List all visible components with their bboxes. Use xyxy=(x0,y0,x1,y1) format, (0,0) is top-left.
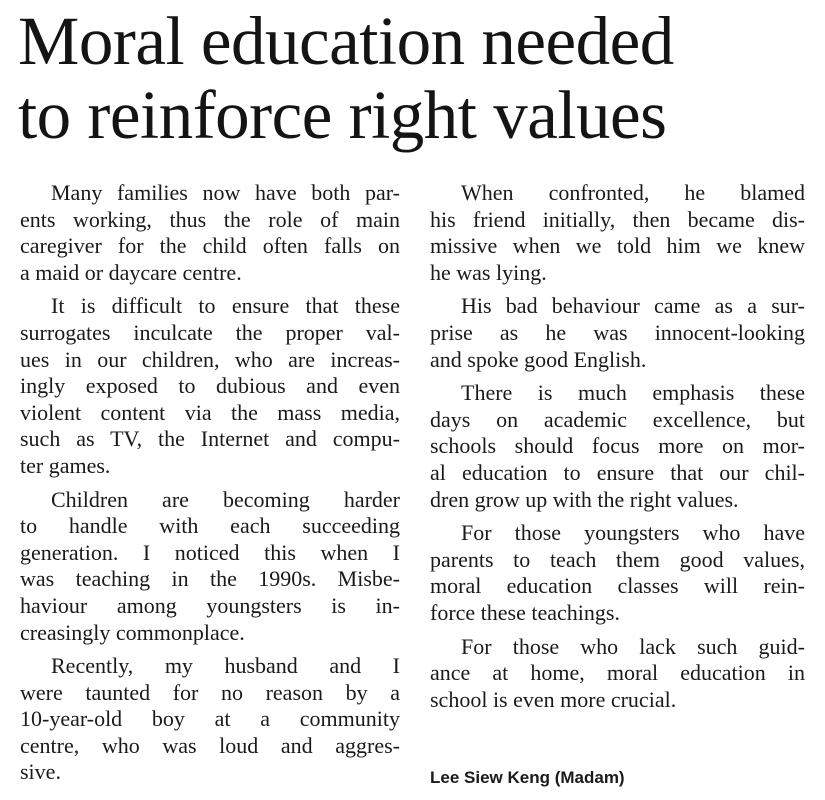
paragraph-line: his friend initially, then became dis- xyxy=(430,206,805,232)
left-column xyxy=(20,180,400,793)
article-paragraph xyxy=(430,520,805,626)
paragraph-line: parents to teach them good values, xyxy=(430,546,805,572)
article-paragraph xyxy=(20,653,400,786)
paragraph-line: moral education classes will rein- xyxy=(430,573,805,599)
paragraph-line: Recently, my husband and I xyxy=(51,653,400,679)
paragraph-line: ingly exposed to dubious and even xyxy=(20,373,400,399)
paragraph-line: sive. xyxy=(20,759,61,785)
paragraph-line: was teaching in the 1990s. Misbe- xyxy=(20,566,400,592)
paragraph-line: ents working, thus the role of main xyxy=(20,206,400,232)
article-paragraph xyxy=(430,293,805,373)
article-headline xyxy=(18,4,818,152)
right-column xyxy=(430,180,805,720)
article-paragraph xyxy=(20,487,400,647)
paragraph-line: were taunted for no reason by a xyxy=(20,679,400,705)
paragraph-line: For those who lack such guid- xyxy=(461,633,805,659)
paragraph-line: caregiver for the child often falls on xyxy=(20,233,400,259)
paragraph-line: ues in our children, who are increas- xyxy=(20,346,400,372)
paragraph-line: days on academic excellence, but xyxy=(430,406,805,432)
paragraph-line: haviour among youngsters is in- xyxy=(20,592,400,618)
paragraph-line: schools should focus more on mor- xyxy=(430,433,805,459)
paragraph-line: he was lying. xyxy=(430,259,547,285)
paragraph-line: force these teachings. xyxy=(430,599,620,625)
paragraph-line: For those youngsters who have xyxy=(461,520,805,546)
paragraph-line: 10-year-old boy at a community xyxy=(20,706,400,732)
paragraph-line: creasingly commonplace. xyxy=(20,619,245,645)
paragraph-line: prise as he was innocent-looking xyxy=(430,319,805,345)
paragraph-line: violent content via the mass media, xyxy=(20,399,400,425)
paragraph-line: Many families now have both par- xyxy=(51,180,400,205)
paragraph-line: Children are becoming harder xyxy=(51,486,400,512)
paragraph-line: ance at home, moral education in xyxy=(430,660,805,686)
paragraph-line: centre, who was loud and aggres- xyxy=(20,732,400,758)
paragraph-line: His bad behaviour came as a sur- xyxy=(461,293,805,319)
paragraph-line: missive when we told him we knew xyxy=(430,233,805,259)
paragraph-line: a maid or daycare centre. xyxy=(20,259,242,285)
paragraph-line: school is even more crucial. xyxy=(430,686,677,712)
headline-line: to reinforce right values xyxy=(18,77,667,153)
article-paragraph xyxy=(430,180,805,286)
paragraph-line: dren grow up with the right values. xyxy=(430,486,739,512)
paragraph-line: and spoke good English. xyxy=(430,346,647,372)
paragraph-line: There is much emphasis these xyxy=(461,380,805,406)
article-paragraph xyxy=(20,293,400,479)
headline-line: Moral education needed xyxy=(18,3,674,79)
paragraph-line: generation. I noticed this when I xyxy=(20,539,400,565)
paragraph-line: surrogates inculcate the proper val- xyxy=(20,319,400,345)
paragraph-line: such as TV, the Internet and compu- xyxy=(20,426,400,452)
author-signature: Lee Siew Keng (Madam) xyxy=(430,768,625,787)
paragraph-line: When confronted, he blamed xyxy=(461,180,805,205)
article-paragraph xyxy=(430,634,805,714)
paragraph-line: al education to ensure that our chil- xyxy=(430,459,805,485)
article-paragraph xyxy=(20,180,400,286)
paragraph-line: It is difficult to ensure that these xyxy=(51,293,400,319)
article-paragraph xyxy=(430,380,805,513)
paragraph-line: to handle with each succeeding xyxy=(20,513,400,539)
paragraph-line: ter games. xyxy=(20,452,111,478)
